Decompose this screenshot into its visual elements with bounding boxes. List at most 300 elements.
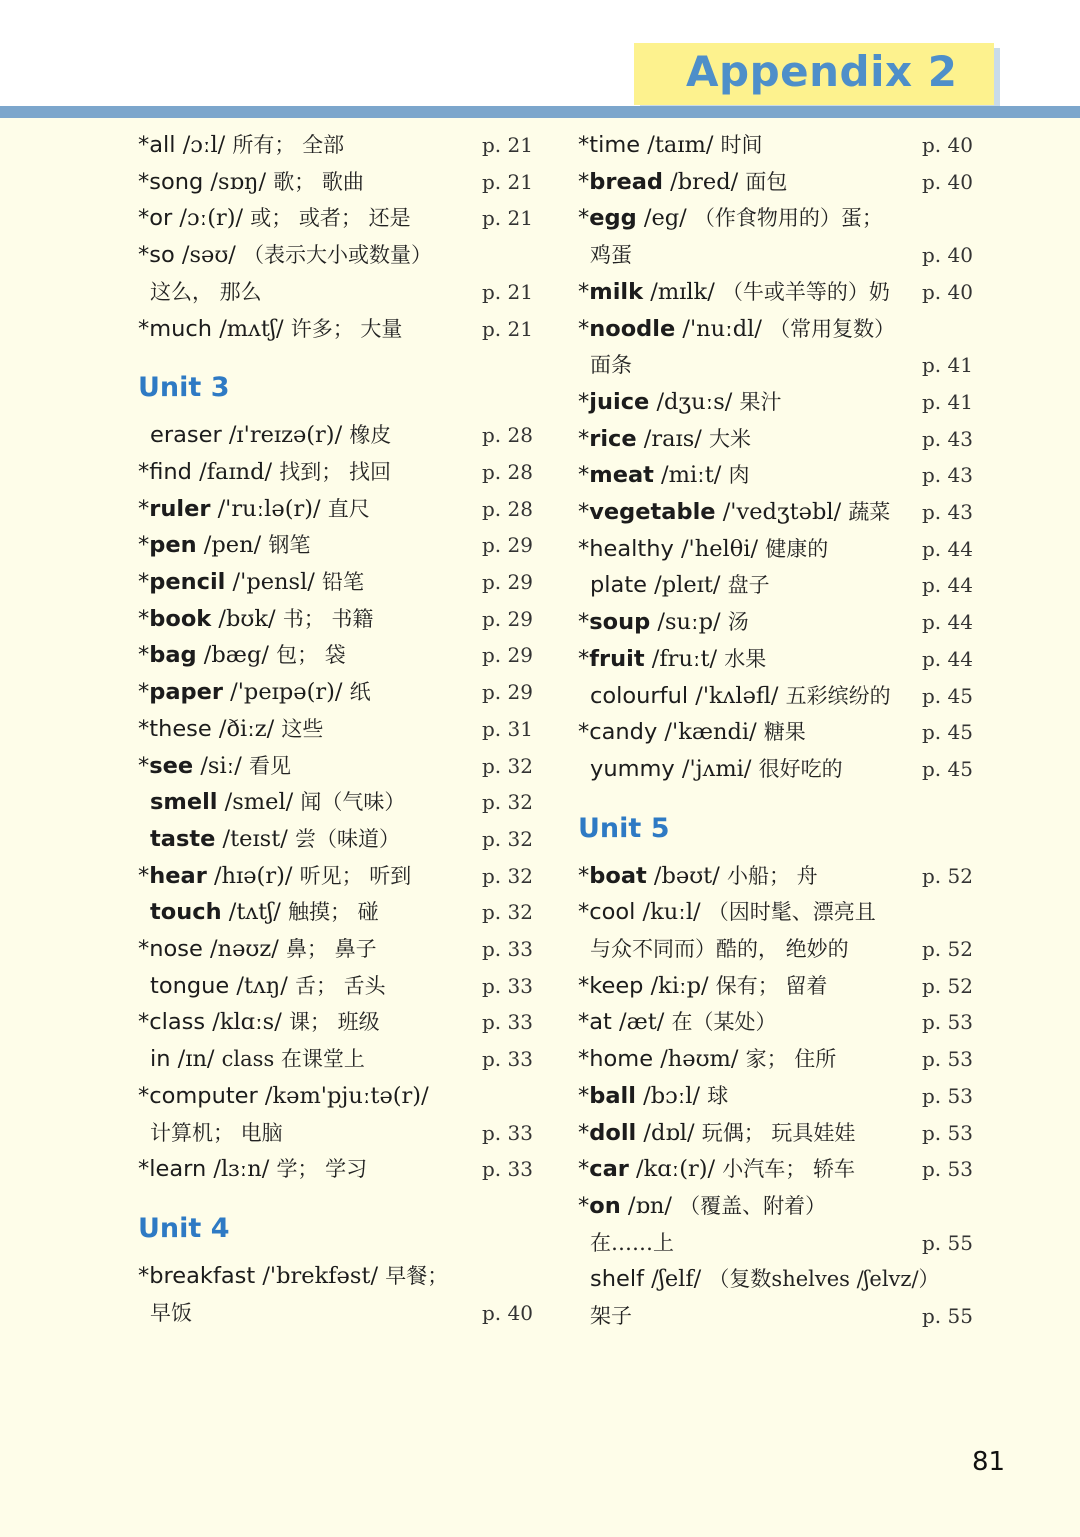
star-marker: * — [138, 1009, 150, 1036]
page-ref: p. 33 — [482, 973, 533, 998]
entry-meaning: 时间 — [720, 133, 763, 157]
entry-meaning: 闻（气味） — [300, 790, 406, 815]
page-ref: p. 52 — [922, 973, 973, 998]
entry-meaning: 这么， 那么 — [150, 279, 262, 304]
entry-phonetic: /bred/ — [663, 168, 746, 195]
vocab-entry — [578, 201, 978, 235]
entry-meaning: 计算机； 电脑 — [150, 1120, 283, 1145]
entry-phonetic: /mɪlk/ — [643, 278, 722, 305]
star-marker: * — [578, 535, 590, 562]
star-marker: * — [578, 1192, 590, 1219]
vocab-entry — [578, 128, 978, 162]
page-ref: p. 52 — [922, 863, 973, 888]
star-marker: * — [138, 936, 150, 962]
star-marker: * — [138, 315, 150, 342]
entry-phonetic: /nəʊz/ — [202, 936, 286, 962]
star-marker: * — [578, 205, 590, 232]
page-ref: p. 33 — [482, 937, 533, 961]
entry-phonetic: /'brekfəst/ — [255, 1262, 386, 1289]
entry-phonetic: /ɔː(r)/ — [172, 205, 251, 232]
page-ref: p. 45 — [922, 756, 973, 781]
entry-meaning: 汤 — [727, 610, 749, 635]
entry-meaning: 架子 — [590, 1304, 632, 1328]
page-ref: p. 53 — [922, 1083, 973, 1108]
star-marker: * — [578, 168, 590, 195]
page-ref: p. 40 — [922, 133, 973, 157]
entry-meaning: 所有； 全部 — [232, 133, 345, 157]
entry-meaning: 歌； 歌曲 — [273, 169, 364, 194]
page-ref: p. 21 — [482, 169, 533, 194]
vocab-entry — [578, 1116, 978, 1150]
vocab-entry — [578, 385, 978, 419]
entry-word: meat — [589, 462, 654, 489]
entry-phonetic: /tʌŋ/ — [229, 972, 295, 999]
entry-meaning: （覆盖、附着） — [679, 1193, 827, 1218]
entry-phonetic: /eg/ — [636, 205, 694, 232]
entry-meaning: 早饭 — [150, 1300, 192, 1325]
entry-meaning: （因时髦、漂亮且 — [707, 900, 876, 925]
star-marker: * — [578, 719, 590, 746]
entry-meaning: 钢笔 — [268, 533, 311, 558]
star-marker: * — [138, 242, 150, 269]
page-ref: p. 29 — [482, 570, 533, 594]
entry-word: colourful — [590, 682, 689, 709]
entry-word: at — [589, 1009, 612, 1036]
entry-meaning: 面包 — [745, 169, 788, 194]
page-ref: p. 43 — [922, 426, 973, 451]
entry-phonetic: /bæg/ — [196, 642, 277, 669]
entry-word: tongue — [150, 972, 230, 999]
entry-meaning: 找到； 找回 — [279, 459, 391, 484]
entry-word: bag — [149, 642, 197, 669]
page-ref: p. 32 — [482, 863, 533, 888]
entry-meaning: 家； 住所 — [745, 1047, 837, 1072]
vocab-entry — [138, 528, 538, 562]
entry-word: bread — [589, 168, 664, 195]
page-ref: p. 55 — [922, 1230, 973, 1255]
vocab-entry — [578, 895, 978, 929]
vocab-entry — [578, 715, 978, 749]
entry-meaning: 听见； 听到 — [299, 863, 412, 888]
entry-phonetic: /ðiːz/ — [211, 715, 282, 742]
page-ref: p. 33 — [482, 1010, 533, 1035]
entry-meaning: class 在课堂上 — [221, 1047, 365, 1072]
entry-phonetic: /ɪ'reɪzə(r)/ — [221, 422, 350, 449]
star-marker: * — [578, 462, 590, 489]
entry-meaning: 盘子 — [727, 573, 770, 598]
entry-phonetic: /həʊm/ — [653, 1046, 746, 1073]
entry-phonetic: /taɪm/ — [640, 132, 721, 158]
entry-word: car — [589, 1156, 629, 1183]
entry-word: noodle — [589, 315, 676, 342]
entry-meaning: 舌； 舌头 — [294, 973, 386, 998]
vocab-entry — [138, 492, 538, 526]
page-ref: p. 45 — [922, 720, 973, 745]
page-ref: p. 29 — [482, 643, 533, 668]
page-ref: p. 33 — [482, 1157, 533, 1182]
page-ref: p. 32 — [482, 900, 533, 925]
entry-word: vegetable — [589, 499, 716, 525]
entry-word: shelf — [590, 1266, 644, 1293]
entry-word: soup — [589, 609, 651, 636]
entry-phonetic: /mʌtʃ/ — [212, 315, 291, 342]
entry-phonetic: /kiːp/ — [643, 972, 716, 999]
page-title: Appendix 2 — [686, 47, 958, 96]
star-marker: * — [578, 132, 590, 158]
entry-meaning: 尝（味道） — [294, 826, 400, 851]
vocab-entry — [138, 565, 538, 599]
vocab-entry — [138, 1005, 538, 1039]
page-ref: p. 44 — [922, 573, 973, 598]
entry-word: hear — [149, 862, 207, 889]
right-column — [578, 0, 978, 1537]
entry-meaning: 直尺 — [327, 496, 370, 521]
page-ref: p. 43 — [922, 463, 973, 488]
entry-phonetic: /'kændi/ — [657, 719, 764, 746]
page-ref: p. 44 — [922, 536, 973, 561]
star-marker: * — [138, 205, 150, 232]
entry-phonetic: /raɪs/ — [636, 425, 710, 452]
page-ref: p. 32 — [482, 826, 533, 851]
entry-word: pen — [149, 532, 197, 559]
star-marker: * — [138, 458, 150, 485]
entry-word: taste — [150, 825, 216, 852]
star-marker: * — [138, 1156, 150, 1183]
star-marker: * — [578, 388, 590, 415]
vocab-entry — [138, 1259, 538, 1293]
page-ref: p. 40 — [482, 1300, 533, 1325]
entry-meaning: 水果 — [724, 646, 767, 671]
vocab-entry — [578, 165, 978, 199]
star-marker: * — [138, 715, 150, 742]
star-marker: * — [578, 899, 590, 926]
page-ref: p. 28 — [482, 423, 533, 448]
entry-word: or — [149, 205, 173, 232]
page-ref: p. 40 — [922, 169, 973, 194]
page-ref: p. 29 — [482, 680, 533, 705]
entry-word: ruler — [149, 495, 211, 522]
entry-word: nose — [149, 936, 203, 962]
star-marker: * — [138, 495, 150, 522]
entry-phonetic: /suːp/ — [650, 609, 728, 636]
page-ref: p. 33 — [482, 1120, 533, 1145]
entry-phonetic: /siː/ — [193, 752, 249, 779]
entry-phonetic: /ɪn/ — [170, 1046, 222, 1073]
entry-meaning: 鸡蛋 — [590, 243, 632, 268]
vocab-entry — [138, 675, 538, 709]
page-ref: p. 44 — [922, 610, 973, 635]
entry-word: fruit — [589, 645, 645, 672]
entry-word: keep — [589, 972, 644, 999]
entry-phonetic: /ɒn/ — [620, 1192, 680, 1219]
entry-meaning: 包； 袋 — [276, 643, 346, 668]
star-marker: * — [578, 278, 590, 305]
entry-word: breakfast — [149, 1262, 256, 1289]
entry-word: in — [150, 1046, 171, 1073]
vocab-entry — [138, 749, 538, 783]
entry-word: cool — [589, 899, 636, 926]
entry-word: all — [149, 132, 176, 158]
entry-phonetic: /ʃelf/ — [644, 1266, 709, 1293]
entry-word: paper — [149, 679, 224, 706]
vocab-entry — [138, 455, 538, 489]
star-marker: * — [578, 1009, 590, 1036]
unit-heading: Unit 5 — [578, 812, 670, 844]
entry-word: rice — [589, 425, 637, 452]
star-marker: * — [138, 1262, 150, 1289]
vocab-entry — [578, 275, 978, 309]
entry-meaning: 与众不同而）酷的， 绝妙的 — [590, 937, 849, 961]
entry-word: book — [149, 605, 212, 632]
entry-meaning: 在（某处） — [671, 1010, 777, 1035]
star-marker: * — [578, 972, 590, 999]
entry-phonetic: /bɔːl/ — [635, 1082, 708, 1109]
page-ref: p. 28 — [482, 459, 533, 484]
page-ref: p. 53 — [922, 1010, 973, 1035]
entry-meaning: 书； 书籍 — [282, 606, 374, 631]
entry-word: smell — [150, 789, 218, 816]
page-ref: p. 55 — [922, 1304, 973, 1328]
star-marker: * — [578, 862, 590, 889]
entry-meaning: （表示大小或数量） — [243, 243, 433, 268]
star-marker: * — [138, 679, 150, 706]
star-marker: * — [138, 168, 150, 195]
entry-word: much — [149, 315, 213, 342]
entry-phonetic: /dʒuːs/ — [649, 388, 740, 415]
entry-phonetic: /'helθi/ — [673, 535, 766, 562]
page-ref: p. 41 — [922, 353, 973, 378]
entry-phonetic: /hɪə(r)/ — [206, 862, 300, 889]
vocab-entry — [138, 201, 538, 235]
entry-word: plate — [590, 572, 647, 599]
entry-word: find — [149, 458, 192, 485]
entry-meaning: 面条 — [590, 353, 632, 378]
entry-meaning: （常用复数） — [769, 316, 896, 341]
unit-heading: Unit 4 — [138, 1212, 230, 1244]
entry-word: home — [589, 1046, 654, 1073]
entry-word: yummy — [590, 755, 675, 782]
star-marker: * — [138, 569, 150, 595]
star-marker: * — [138, 605, 150, 632]
star-marker: * — [138, 862, 150, 889]
entry-phonetic: /pen/ — [196, 532, 269, 559]
page-ref: p. 21 — [482, 206, 533, 231]
vocab-entry — [578, 532, 978, 566]
star-marker: * — [138, 752, 150, 779]
entry-phonetic: /'kʌləfl/ — [688, 682, 786, 709]
entry-meaning: 这些 — [281, 716, 324, 741]
entry-word: so — [149, 242, 175, 269]
page-ref: p. 45 — [922, 683, 973, 708]
entry-meaning: （复数shelves /ʃelvz/） — [708, 1267, 940, 1292]
star-marker: * — [578, 315, 590, 342]
page-ref: p. 32 — [482, 790, 533, 815]
page-ref: p. 28 — [482, 496, 533, 521]
entry-phonetic: /tʌtʃ/ — [221, 899, 288, 926]
left-column — [138, 0, 538, 1537]
entry-meaning: 大米 — [709, 426, 752, 451]
entry-meaning: 保有； 留着 — [715, 973, 828, 998]
star-marker: * — [578, 645, 590, 672]
entry-word: computer — [149, 1082, 258, 1109]
entry-meaning: （牛或羊等的）奶 — [721, 279, 890, 304]
vocab-entry — [138, 1152, 538, 1186]
entry-meaning: 健康的 — [765, 536, 829, 561]
entry-word: time — [589, 132, 641, 158]
entry-phonetic: /æt/ — [611, 1009, 672, 1036]
vocab-entry — [578, 1189, 978, 1223]
vocab-entry — [578, 642, 978, 676]
entry-word: ball — [589, 1082, 636, 1109]
entry-meaning: 铅笔 — [322, 570, 365, 594]
entry-phonetic: /bəʊt/ — [646, 862, 727, 889]
page-ref: p. 29 — [482, 533, 533, 558]
entry-meaning: 五彩缤纷的 — [785, 683, 891, 708]
page-ref: p. 53 — [922, 1120, 973, 1145]
vocab-entry — [138, 238, 538, 272]
page-ref: p. 53 — [922, 1157, 973, 1182]
star-marker: * — [578, 499, 590, 525]
vocab-entry — [138, 638, 538, 672]
star-marker: * — [578, 425, 590, 452]
entry-meaning: 在……上 — [590, 1230, 674, 1255]
entry-word: these — [149, 715, 212, 742]
page-ref: p. 33 — [482, 1047, 533, 1072]
vocab-entry — [578, 458, 978, 492]
entry-meaning: 纸 — [349, 680, 371, 705]
star-marker: * — [138, 532, 150, 559]
entry-phonetic: /kɑː(r)/ — [628, 1156, 723, 1183]
vocab-entry — [578, 422, 978, 456]
entry-phonetic: /'vedʒtəbl/ — [715, 499, 849, 525]
star-marker: * — [578, 1119, 590, 1146]
entry-meaning: 蔬菜 — [848, 500, 891, 524]
entry-meaning: 早餐； — [385, 1263, 449, 1288]
entry-phonetic: /fruːt/ — [644, 645, 725, 672]
entry-word: class — [149, 1009, 206, 1036]
entry-phonetic: /'pensl/ — [225, 569, 323, 595]
vocab-entry — [138, 932, 538, 966]
entry-meaning: 很好吃的 — [758, 756, 843, 781]
entry-phonetic: /pleɪt/ — [647, 572, 728, 599]
entry-phonetic: /miːt/ — [653, 462, 729, 489]
page-ref: p. 53 — [922, 1047, 973, 1072]
vocab-entry — [138, 1079, 538, 1113]
vocab-entry — [138, 128, 538, 162]
vocab-entry — [138, 602, 538, 636]
star-marker: * — [578, 1082, 590, 1109]
entry-phonetic: /kəm'pjuːtə(r)/ — [257, 1082, 429, 1109]
entry-meaning: 学； 学习 — [276, 1157, 368, 1182]
entry-meaning: 课； 班级 — [288, 1010, 380, 1035]
entry-word: pencil — [149, 569, 226, 595]
entry-meaning: 小汽车； 轿车 — [722, 1157, 855, 1182]
vocab-entry — [578, 1042, 978, 1076]
entry-meaning: 许多； 大量 — [290, 316, 403, 341]
entry-meaning: 球 — [707, 1083, 729, 1108]
entry-phonetic: /bʊk/ — [211, 605, 283, 632]
vocab-entry — [578, 1005, 978, 1039]
star-marker: * — [578, 1156, 590, 1183]
page-ref: p. 21 — [482, 279, 533, 304]
entry-meaning: 肉 — [728, 463, 750, 488]
entry-word: see — [149, 752, 194, 779]
star-marker: * — [578, 1046, 590, 1073]
entry-word: on — [589, 1192, 621, 1219]
entry-meaning: 看见 — [248, 753, 291, 778]
star-marker: * — [138, 642, 150, 669]
page-ref: p. 21 — [482, 133, 533, 157]
entry-phonetic: /'jʌmi/ — [674, 755, 759, 782]
entry-phonetic: /kuːl/ — [635, 899, 708, 926]
entry-word: healthy — [589, 535, 674, 562]
entry-word: milk — [589, 278, 644, 305]
entry-meaning: 小船； 舟 — [726, 863, 818, 888]
entry-phonetic: /'peɪpə(r)/ — [223, 679, 350, 706]
entry-word: touch — [150, 899, 222, 926]
star-marker: * — [138, 1082, 150, 1109]
vocab-entry — [138, 712, 538, 746]
vocab-entry — [138, 859, 538, 893]
page-ref: p. 21 — [482, 316, 533, 341]
entry-phonetic: /dɒl/ — [636, 1119, 702, 1146]
entry-phonetic: /səʊ/ — [174, 242, 244, 269]
entry-meaning: 果汁 — [739, 389, 782, 414]
page-ref: p. 32 — [482, 753, 533, 778]
vocab-entry — [578, 1152, 978, 1186]
page-ref: p. 52 — [922, 937, 973, 961]
vocab-entry — [138, 312, 538, 346]
star-marker: * — [138, 132, 150, 158]
entry-phonetic: /smel/ — [217, 789, 301, 816]
entry-phonetic: /klɑːs/ — [205, 1009, 289, 1036]
entry-meaning: 糖果 — [763, 720, 806, 745]
star-marker: * — [578, 609, 590, 636]
entry-meaning: （作食物用的）蛋； — [693, 206, 883, 231]
unit-heading: Unit 3 — [138, 372, 230, 404]
entry-phonetic: /lɜːn/ — [206, 1156, 277, 1183]
vocab-entry — [578, 969, 978, 1003]
vocab-entry — [578, 605, 978, 639]
page-ref: p. 40 — [922, 279, 973, 304]
page-number: 81 — [972, 1447, 1006, 1477]
page-ref: p. 29 — [482, 606, 533, 631]
entry-word: song — [149, 168, 204, 195]
entry-meaning: 或； 或者； 还是 — [250, 206, 411, 231]
entry-word: boat — [589, 862, 647, 889]
vocab-entry — [578, 1079, 978, 1113]
entry-word: eraser — [150, 422, 222, 449]
entry-phonetic: /'nuːdl/ — [675, 315, 770, 342]
entry-phonetic: /'ruːlə(r)/ — [210, 495, 328, 522]
entry-phonetic: /teɪst/ — [215, 825, 295, 852]
page-ref: p. 41 — [922, 389, 973, 414]
vocab-entry — [578, 859, 978, 893]
entry-word: juice — [589, 388, 650, 415]
entry-phonetic: /sɒŋ/ — [203, 168, 274, 195]
vocab-entry — [578, 312, 978, 346]
page-ref: p. 40 — [922, 243, 973, 268]
page-ref: p. 31 — [482, 716, 533, 741]
entry-meaning: 橡皮 — [349, 423, 392, 448]
entry-word: egg — [589, 205, 637, 232]
entry-meaning: 触摸； 碰 — [287, 900, 379, 925]
entry-phonetic: /ɔːl/ — [175, 132, 233, 158]
entry-meaning: 玩偶； 玩具娃娃 — [701, 1120, 856, 1145]
entry-word: doll — [589, 1119, 637, 1146]
entry-phonetic: /faɪnd/ — [191, 458, 280, 485]
vocab-entry — [138, 165, 538, 199]
